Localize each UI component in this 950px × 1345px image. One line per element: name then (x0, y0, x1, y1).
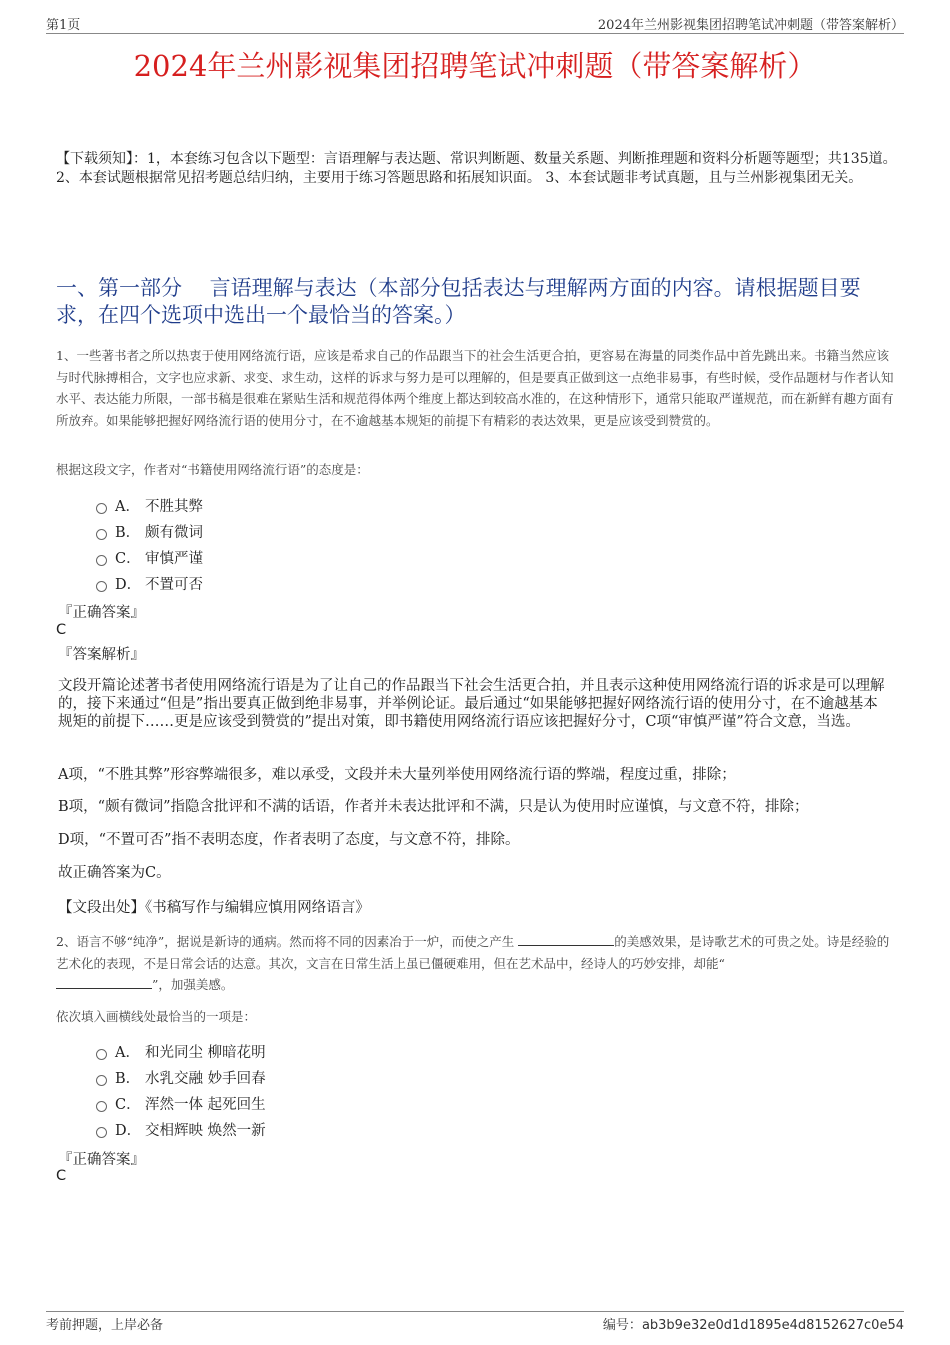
fill-blank-2 (56, 976, 152, 989)
question-1-prompt: 根据这段文字，作者对“书籍使用网络流行语”的态度是： (56, 462, 369, 477)
passage-text: 的美感效果，是诗歌艺术的可贵之处。诗是经验的艺术化的表现，不是日常会话的达意。其次，文言在日常生活上虽已僵硬难用，但在艺术品中，经诗人的巧妙安排，却能“ (56, 934, 890, 971)
option-text: 和光同尘 柳暗花明 (145, 1044, 266, 1061)
question-2-option-b[interactable] (96, 1066, 266, 1088)
question-1-option-b[interactable] (96, 520, 203, 542)
question-2-passage (56, 931, 898, 996)
radio-button[interactable] (96, 529, 107, 540)
radio-button[interactable] (96, 1101, 107, 1112)
option-text: 不胜其弊 (145, 498, 203, 515)
question-2-option-d[interactable] (96, 1118, 266, 1140)
radio-button[interactable] (96, 1049, 107, 1060)
option-text: 颇有微词 (145, 524, 203, 541)
passage-text: ”，加强美感。 (152, 977, 234, 992)
option-text: 审慎严谨 (145, 550, 203, 567)
question-2-answer-label: 『正确答案』 (58, 1152, 145, 1168)
fill-blank-1 (518, 933, 614, 946)
question-1-option-c[interactable] (96, 546, 203, 568)
running-header-title: 2024年兰州影视集团招聘笔试冲刺题（带答案解析） (597, 18, 904, 33)
document-title: 2024年兰州影视集团招聘笔试冲刺题（带答案解析） (133, 49, 817, 83)
section-heading: 一、第一部分 言语理解与表达（本部分包括表达与理解两方面的内容。请根据题目要求，在四个选项中选出一个最恰当的答案。） (56, 276, 861, 327)
option-text: 交相辉映 焕然一新 (145, 1122, 266, 1139)
analysis-paragraph: B项，“颇有微词”指隐含批评和不满的话语，作者并未表达批评和不满，只是认为使用时应谨慎，与文意不符，排除； (58, 799, 809, 815)
question-2-prompt: 依次填入画横线处最恰当的一项是： (56, 1009, 257, 1024)
radio-button[interactable] (96, 503, 107, 514)
page-number: 第1页 (46, 18, 81, 33)
document-id-value: ab3b9e32e0d1d1895e4d8152627c0e54 (641, 1318, 904, 1333)
document-id-label: 编号： (602, 1318, 642, 1333)
option-text: 水乳交融 妙手回春 (145, 1070, 266, 1087)
question-1-passage: 1、一些著书者之所以热衷于使用网络流行语，应该是希求自己的作品跟当下的社会生活更合拍，更容易在海量的同类作品中首先跳出来。书籍当然应该与时代脉搏相合，文字也应求新、求变、求生动，这样的诉求与努力是可以理解的，但是要真正做到这一点绝非易事，有些时候，受作品题材与作者认知水平、表达能力所限，一部书稿是很难在紧贴生活和规范得体两个维度上都达到较高水准的，在这种情形下，通常只能取严谨规范，而在新鲜有趣方面有所放弃。如果能够把握好网络流行语的使用分寸，在不逾越基本规矩的前提下有精彩的表达效果，更是应该受到赞赏的。 (56, 348, 894, 428)
analysis-paragraph: D项，“不置可否”指不表明态度，作者表明了态度，与文意不符，排除。 (58, 832, 520, 848)
question-2-option-c[interactable] (96, 1092, 266, 1114)
option-text: 浑然一体 起死回生 (145, 1096, 266, 1113)
document-id (603, 1314, 904, 1333)
option-letter: B． (115, 1070, 141, 1087)
analysis-paragraph: A项，“不胜其弊”形容弊端很多，难以承受，文段并未大量列举使用网络流行语的弊端，程度过重，排除； (58, 767, 736, 783)
analysis-paragraph: 文段开篇论述著书者使用网络流行语是为了让自己的作品跟当下社会生活更合拍，并且表示这种使用网络流行语的诉求是可以理解的，接下来通过“但是”指出要真正做到绝非易事，并举例论证。最后通过“如果能够把握好网络流行语的使用分寸，在不逾越基本规矩的前提下……更是应该受到赞赏的”提出对策，即书籍使用网络流行语应该把握好分寸，C项“审慎严谨”符合文意，当选。 (58, 678, 885, 730)
radio-button[interactable] (96, 1075, 107, 1086)
option-letter: D． (115, 576, 142, 593)
option-text: 不置可否 (145, 576, 203, 593)
question-1-analysis-label: 『答案解析』 (58, 647, 145, 663)
passage-text: 2、语言不够“纯净”，据说是新诗的通病。然而将不同的因素冶于一炉，而使之产生 (56, 934, 515, 949)
radio-button[interactable] (96, 1127, 107, 1138)
download-notice: 【下载须知】：1，本套练习包含以下题型：言语理解与表达题、常识判断题、数量关系题、判断推理题和资料分析题等题型；共135道。 2、本套试题根据常见招考题总结归纳，主要用于练习答题思路和拓展知识面。 3、本套试题非考试真题，且与兰州影视集团无关。 (56, 151, 897, 186)
question-1-answer-label: 『正确答案』 (58, 605, 145, 621)
question-2-option-a[interactable] (96, 1040, 266, 1062)
option-letter: D． (115, 1122, 142, 1139)
question-1-answer: C (56, 622, 67, 638)
option-letter: C． (115, 1096, 141, 1113)
option-letter: B． (115, 524, 141, 541)
option-letter: A． (115, 498, 140, 515)
question-2-answer: C (56, 1168, 67, 1184)
footer-divider (46, 1311, 904, 1312)
footer-slogan: 考前押题，上岸必备 (46, 1318, 164, 1333)
question-1-option-a[interactable] (96, 494, 203, 516)
option-letter: C． (115, 550, 141, 567)
option-letter: A． (115, 1044, 140, 1061)
passage-source: 【文段出处】《书稿写作与编辑应慎用网络语言》 (58, 900, 370, 916)
radio-button[interactable] (96, 581, 107, 592)
header-divider (46, 33, 904, 34)
question-1-option-d[interactable] (96, 572, 203, 594)
radio-button[interactable] (96, 555, 107, 566)
analysis-paragraph: 故正确答案为C。 (58, 865, 171, 881)
